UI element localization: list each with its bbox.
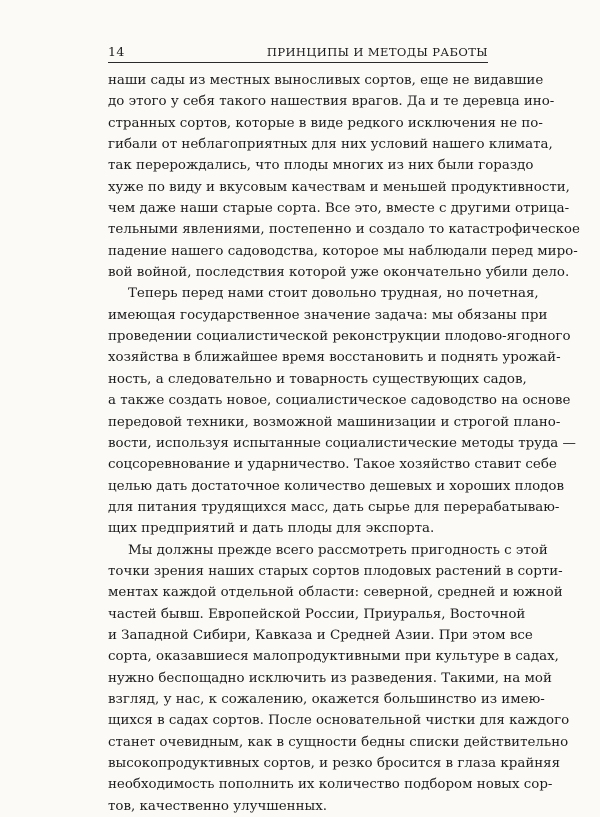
paragraph bbox=[108, 283, 576, 539]
text-line: Мы должны прежде всего рассмотреть пригодность с этой bbox=[128, 542, 548, 558]
text-line: точки зрения наших старых сортов плодовых растений в сорти- bbox=[108, 563, 563, 579]
text-line: падение нашего садоводства, которое мы наблюдали перед миро- bbox=[108, 243, 578, 259]
paragraph bbox=[108, 540, 570, 817]
text-line: нужно беспощадно исключить из разведения. Такими, на мой bbox=[108, 670, 552, 686]
text-line: целью дать достаточное количество дешевых и хороших плодов bbox=[108, 478, 565, 494]
text-line: так перерождались, что плоды многих из них были гораздо bbox=[108, 158, 534, 174]
text-line: странных сортов, которые в виде редкого исключения не по- bbox=[108, 115, 543, 131]
text-line: высокопродуктивных сортов, и резко бросится в глаза крайняя bbox=[108, 756, 561, 771]
text-line: щихся в садах сортов. После основательной чистки для каждого bbox=[108, 713, 570, 729]
text-line: тельными явлениями, постепенно и создало то катастрофическое bbox=[108, 222, 580, 238]
text-line: гибали от неблагоприятных для них условий нашего климата, bbox=[108, 137, 553, 153]
text-line: сорта, оказавшиеся малопродуктивными при культуре в садах, bbox=[108, 649, 559, 665]
body-text bbox=[108, 70, 580, 817]
paragraph bbox=[108, 70, 580, 283]
text-line: взгляд, у нас, к сожалению, окажется большинство из имею- bbox=[108, 691, 545, 707]
header-rule bbox=[108, 62, 488, 63]
text-line: станет очевидным, как в сущности бедны списки действительно bbox=[108, 734, 569, 750]
text-line: тов, качественно улучшенных. bbox=[108, 798, 327, 814]
text-line: хозяйства в ближайшее время восстановить и поднять урожай- bbox=[108, 350, 561, 366]
text-line: до этого у себя такого нашествия врагов. Да и те деревца ино- bbox=[108, 94, 555, 110]
text-line: щих предприятий и дать плоды для экспорта. bbox=[108, 521, 435, 537]
text-line: вой войной, последствия которой уже окончательно убили дело. bbox=[108, 265, 570, 281]
running-head bbox=[108, 44, 488, 59]
page-number: 14 bbox=[108, 44, 125, 59]
text-line: проведении социалистической реконструкции плодово-ягодного bbox=[108, 329, 571, 345]
running-title: ПРИНЦИПЫ И МЕТОДЫ РАБОТЫ bbox=[266, 45, 488, 59]
text-line: чем даже наши старые сорта. Все это, вместе с другими отрица- bbox=[108, 201, 570, 217]
text-line: соцсоревнование и ударничество. Такое хозяйство ставит себе bbox=[108, 457, 557, 473]
text-line: а также создать новое, социалистическое садоводство на основе bbox=[108, 393, 571, 409]
text-line: для питания трудящихся масс, дать сырье для перерабатываю- bbox=[108, 499, 560, 515]
text-line: и Западной Сибири, Кавказа и Средней Азии. При этом все bbox=[108, 627, 533, 643]
text-line: Теперь перед нами стоит довольно трудная, но почетная, bbox=[128, 286, 539, 302]
text-line: вости, используя испытанные социалистические методы труда — bbox=[108, 435, 576, 451]
text-line: ментах каждой отдельной области: северной, средней и южной bbox=[108, 585, 563, 601]
text-line: ность, а следовательно и товарность существующих садов, bbox=[108, 371, 527, 387]
text-line: наши сады из местных выносливых сортов, еще не видавшие bbox=[108, 73, 544, 88]
text-line: передовой техники, возможной машинизации и строгой плано- bbox=[108, 414, 561, 430]
text-line: необходимость пополнить их количество подбором новых сор- bbox=[108, 777, 553, 793]
text-line: имеющая государственное значение задача: мы обязаны при bbox=[108, 307, 548, 323]
text-line: частей бывш. Европейской России, Приуралья, Восточной bbox=[108, 606, 526, 622]
text-line: хуже по виду и вкусовым качествам и меньшей продуктивности, bbox=[108, 179, 570, 195]
